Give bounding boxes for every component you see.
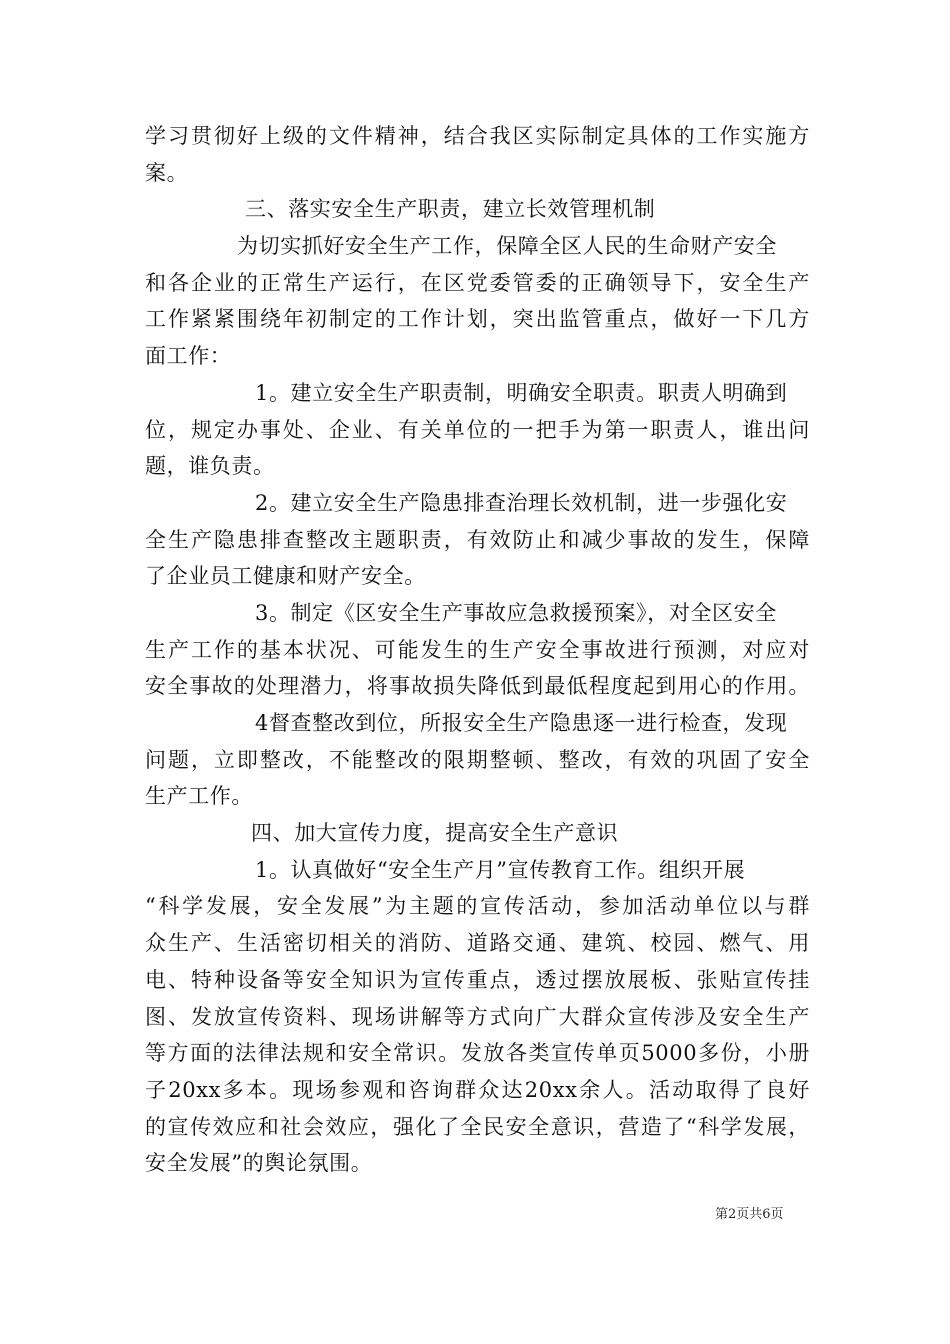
text-line: 问题，立即整改，不能整改的限期整顿、整改，有效的巩固了安全	[145, 747, 810, 772]
text-line: 题，谁负责。	[145, 454, 275, 479]
list-item-3: 3。制定《区安全生产事故应急救援预案》，对全区安全	[255, 600, 777, 625]
text-line: 电、特种设备等安全知识为宣传重点，透过摆放展板、张贴宣传挂	[145, 967, 810, 992]
text-line: 案。	[145, 160, 189, 185]
text-line: 位，规定办事处、企业、有关单位的一把手为第一职责人，谁出问	[145, 417, 810, 442]
list-item-1: 1。建立安全生产职责制，明确安全职责。职责人明确到	[255, 380, 788, 405]
section-heading: 三、落实安全生产职责，建立长效管理机制	[245, 197, 656, 222]
text-line: 为切实抓好安全生产工作，保障全区人民的生命财产安全	[237, 234, 777, 259]
list-item-1: 1。认真做好“安全生产月”宣传教育工作。组织开展	[255, 857, 746, 882]
text-line: 和各企业的正常生产运行，在区党委管委的正确领导下，安全生产	[145, 270, 810, 295]
section-heading: 四、加大宣传力度，提高安全生产意识	[251, 821, 619, 846]
text-line: 生产工作。	[145, 784, 253, 809]
text-line: 众生产、生活密切相关的消防、道路交通、建筑、校园、燃气、用	[145, 931, 810, 956]
document-body	[145, 118, 810, 1182]
text-line: 生产工作的基本状况、可能发生的生产安全事故进行预测，对应对	[145, 637, 810, 662]
page-number: 第2页共6页	[715, 1207, 784, 1222]
text-line: 等方面的法律法规和安全常识。发放各类宣传单页5000多份，小册	[145, 1041, 810, 1066]
text-line: 全生产隐患排查整改主题职责，有效防止和减少事故的发生，保障	[145, 527, 810, 552]
text-line: 学习贯彻好上级的文件精神，结合我区实际制定具体的工作实施方	[145, 124, 810, 148]
text-line: 的宣传效应和社会效应，强化了全民安全意识，营造了“科学发展，	[145, 1114, 810, 1139]
text-line: “科学发展，安全发展”为主题的宣传活动，参加活动单位以与群	[145, 894, 810, 919]
list-item-4: 4督查整改到位，所报安全生产隐患逐一进行检查，发现	[255, 711, 788, 735]
text-line: 子20xx多本。现场参观和咨询群众达20xx余人。活动取得了良好	[145, 1077, 810, 1102]
text-line: 安全事故的处理潜力，将事故损失降低到最低程度起到用心的作用。	[145, 674, 810, 699]
text-line: 面工作：	[145, 344, 232, 369]
text-line: 了企业员工健康和财产安全。	[145, 564, 426, 589]
text-line: 安全发展”的舆论氛围。	[145, 1151, 373, 1176]
text-line: 工作紧紧围绕年初制定的工作计划，突出监管重点，做好一下几方	[145, 307, 810, 332]
text-line: 图、发放宣传资料、现场讲解等方式向广大群众宣传涉及安全生产	[145, 1004, 810, 1029]
list-item-2: 2。建立安全生产隐患排查治理长效机制，进一步强化安	[255, 490, 788, 515]
